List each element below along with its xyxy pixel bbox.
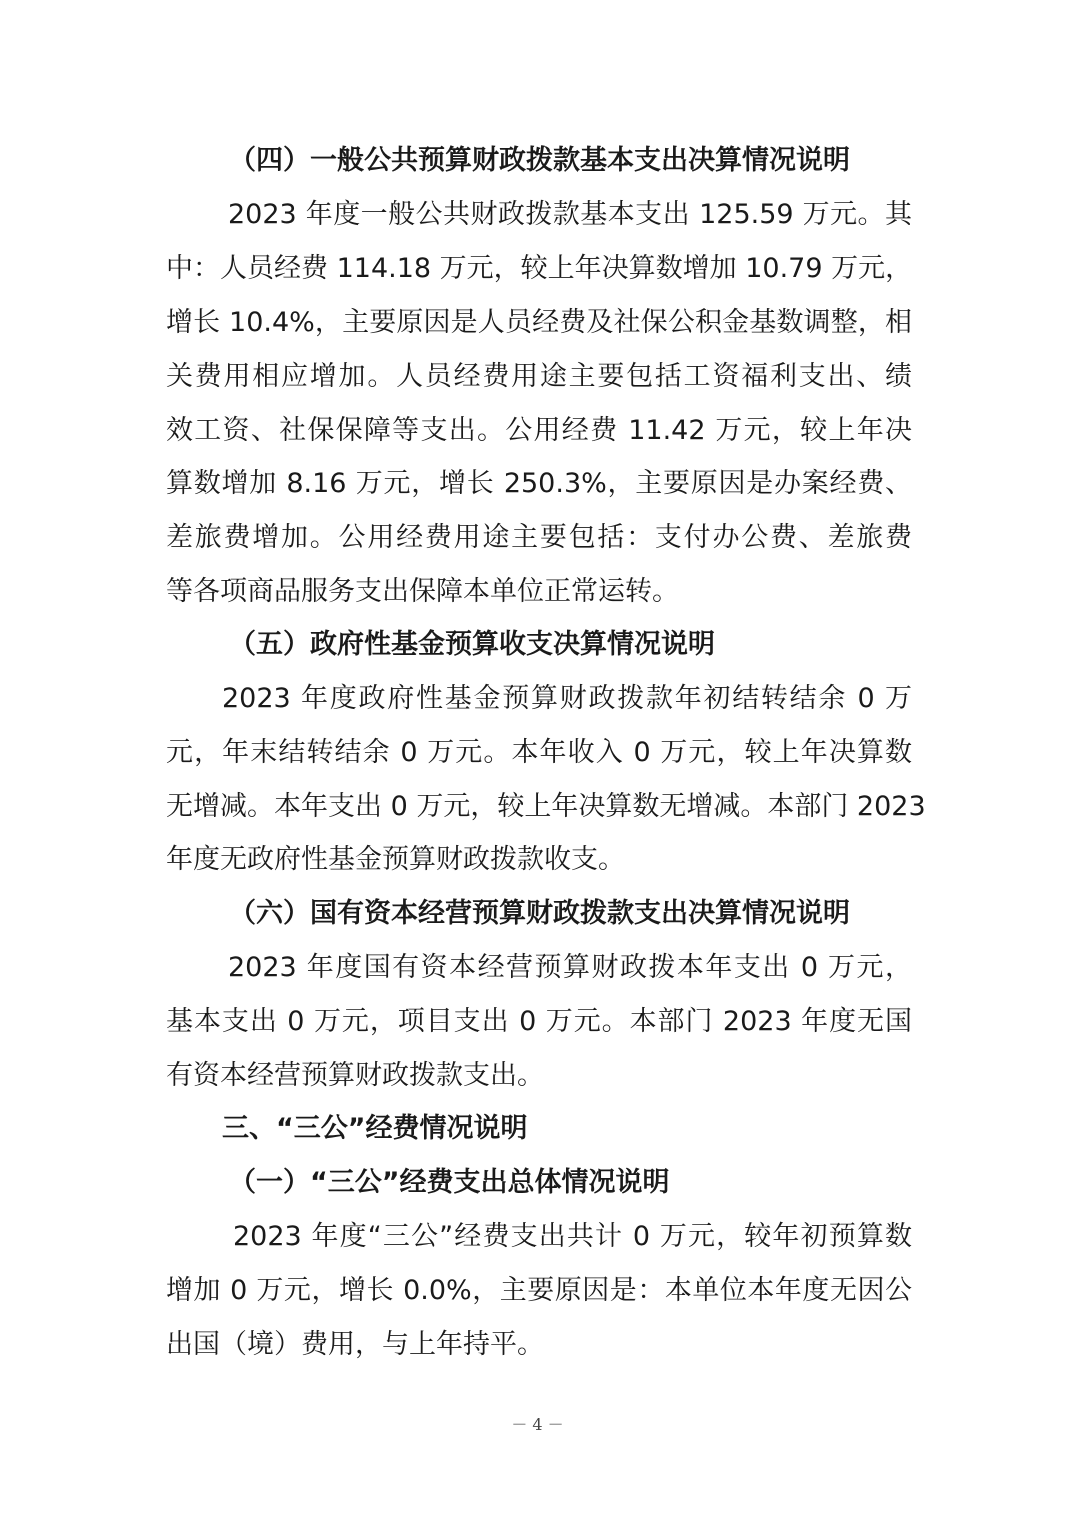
paragraph-line: 关费用相应增加。人员经费用途主要包括工资福利支出、绩 — [166, 361, 912, 392]
paragraph-line: 2023 年度政府性基金预算财政拨款年初结转结余 0 万 — [222, 683, 912, 714]
paragraph-line: 差旅费增加。公用经费用途主要包括：支付办公费、差旅费 — [166, 522, 912, 553]
paragraph-line: 有资本经营预算财政拨款支出。 — [166, 1060, 544, 1091]
paragraph-line: 2023 年度“三公”经费支出共计 0 万元，较年初预算数 — [233, 1221, 912, 1252]
paragraph-line: 出国（境）费用，与上年持平。 — [166, 1329, 544, 1360]
paragraph-line: 元，年末结转结余 0 万元。本年收入 0 万元，较上年决算数 — [166, 737, 912, 768]
page-number: － 4 － — [511, 1415, 564, 1434]
paragraph-line: 中：人员经费 114.18 万元，较上年决算数增加 10.79 万元， — [166, 253, 913, 284]
paragraph-line: 2023 年度一般公共财政拨款基本支出 125.59 万元。其 — [228, 199, 912, 230]
subsection-heading-1: （一）“三公”经费支出总体情况说明 — [229, 1167, 670, 1198]
paragraph-line: 算数增加 8.16 万元，增长 250.3%，主要原因是办案经费、 — [166, 468, 912, 499]
paragraph-line: 等各项商品服务支出保障本单位正常运转。 — [166, 576, 679, 607]
part-heading-3: 三、“三公”经费情况说明 — [222, 1113, 528, 1144]
paragraph-line: 2023 年度国有资本经营预算财政拨本年支出 0 万元， — [228, 952, 912, 983]
paragraph-line: 无增减。本年支出 0 万元，较上年决算数无增减。本部门 2023 — [166, 791, 926, 822]
paragraph-line: 年度无政府性基金预算财政拨款收支。 — [166, 844, 625, 875]
paragraph-line: 增长 10.4%，主要原因是人员经费及社保公积金基数调整，相 — [166, 307, 912, 338]
paragraph-line: 效工资、社保保障等支出。公用经费 11.42 万元，较上年决 — [166, 415, 912, 446]
section-heading-4: （四）一般公共预算财政拨款基本支出决算情况说明 — [229, 145, 850, 176]
section-heading-5: （五）政府性基金预算收支决算情况说明 — [229, 629, 715, 660]
paragraph-line: 基本支出 0 万元，项目支出 0 万元。本部门 2023 年度无国 — [166, 1006, 912, 1037]
paragraph-line: 增加 0 万元，增长 0.0%，主要原因是：本单位本年度无因公 — [166, 1275, 912, 1306]
section-heading-6: （六）国有资本经营预算财政拨款支出决算情况说明 — [229, 898, 850, 929]
